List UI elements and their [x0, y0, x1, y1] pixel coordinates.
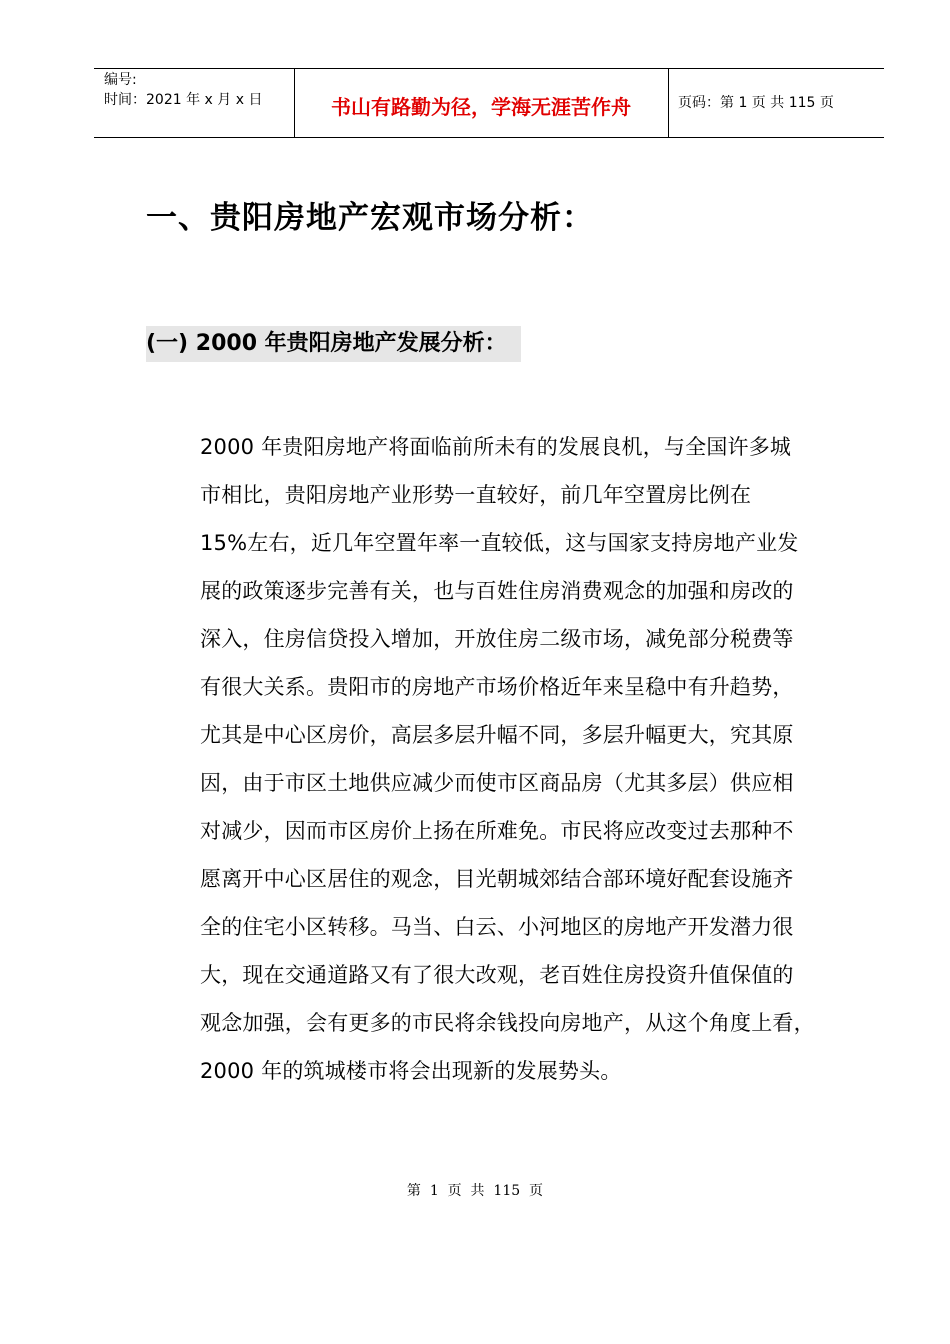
- section-title: 一、贵阳房地产宏观市场分析：: [146, 200, 594, 236]
- paragraph-line: 愿离开中心区居住的观念，目光朝城郊结合部环境好配套设施齐: [200, 867, 794, 891]
- paragraph-line: 观念加强，会有更多的市民将余钱投向房地产，从这个角度上看，: [200, 1011, 815, 1035]
- header-page-cell: [668, 69, 884, 137]
- paragraph-line: 深入，住房信贷投入增加，开放住房二级市场，减免部分税费等: [200, 627, 794, 651]
- paragraph-line: 市相比，贵阳房地产业形势一直较好，前几年空置房比例在: [200, 483, 752, 507]
- body-paragraph: [200, 423, 840, 1095]
- paragraph-line: 尤其是中心区房价，高层多层升幅不同，多层升幅更大，究其原: [200, 723, 794, 747]
- document-date-label: 时间：2021 年 x 月 x 日: [104, 92, 263, 108]
- subsection-title: (一) 2000 年贵阳房地产发展分析：: [146, 326, 521, 362]
- page-footer: 第 1 页 共 115 页: [406, 1183, 544, 1199]
- paragraph-line: 大，现在交通道路又有了很大改观，老百姓住房投资升值保值的: [200, 963, 794, 987]
- paragraph-line: 因，由于市区土地供应减少而使市区商品房（尤其多层）供应相: [200, 771, 794, 795]
- document-number-label: 编号:: [104, 72, 137, 88]
- page-header: [94, 68, 884, 138]
- paragraph-line: 2000 年贵阳房地产将面临前所未有的发展良机，与全国许多城: [200, 435, 792, 459]
- paragraph-line: 全的住宅小区转移。马当、白云、小河地区的房地产开发潜力很: [200, 915, 794, 939]
- paragraph-line: 15%左右，近几年空置年率一直较低，这与国家支持房地产业发: [200, 531, 799, 555]
- header-page-info: 页码：第 1 页 共 115 页: [678, 95, 834, 111]
- paragraph-line: 对减少，因而市区房价上扬在所难免。市民将应改变过去那种不: [200, 819, 794, 843]
- header-motto: 书山有路勤为径，学海无涯苦作舟: [331, 95, 631, 119]
- paragraph-line: 展的政策逐步完善有关，也与百姓住房消费观念的加强和房改的: [200, 579, 794, 603]
- header-motto-cell: [294, 69, 669, 137]
- paragraph-line: 有很大关系。贵阳市的房地产市场价格近年来呈稳中有升趋势，: [200, 675, 794, 699]
- paragraph-line: 2000 年的筑城楼市将会出现新的发展势头。: [200, 1059, 622, 1083]
- header-left-cell: [94, 69, 295, 137]
